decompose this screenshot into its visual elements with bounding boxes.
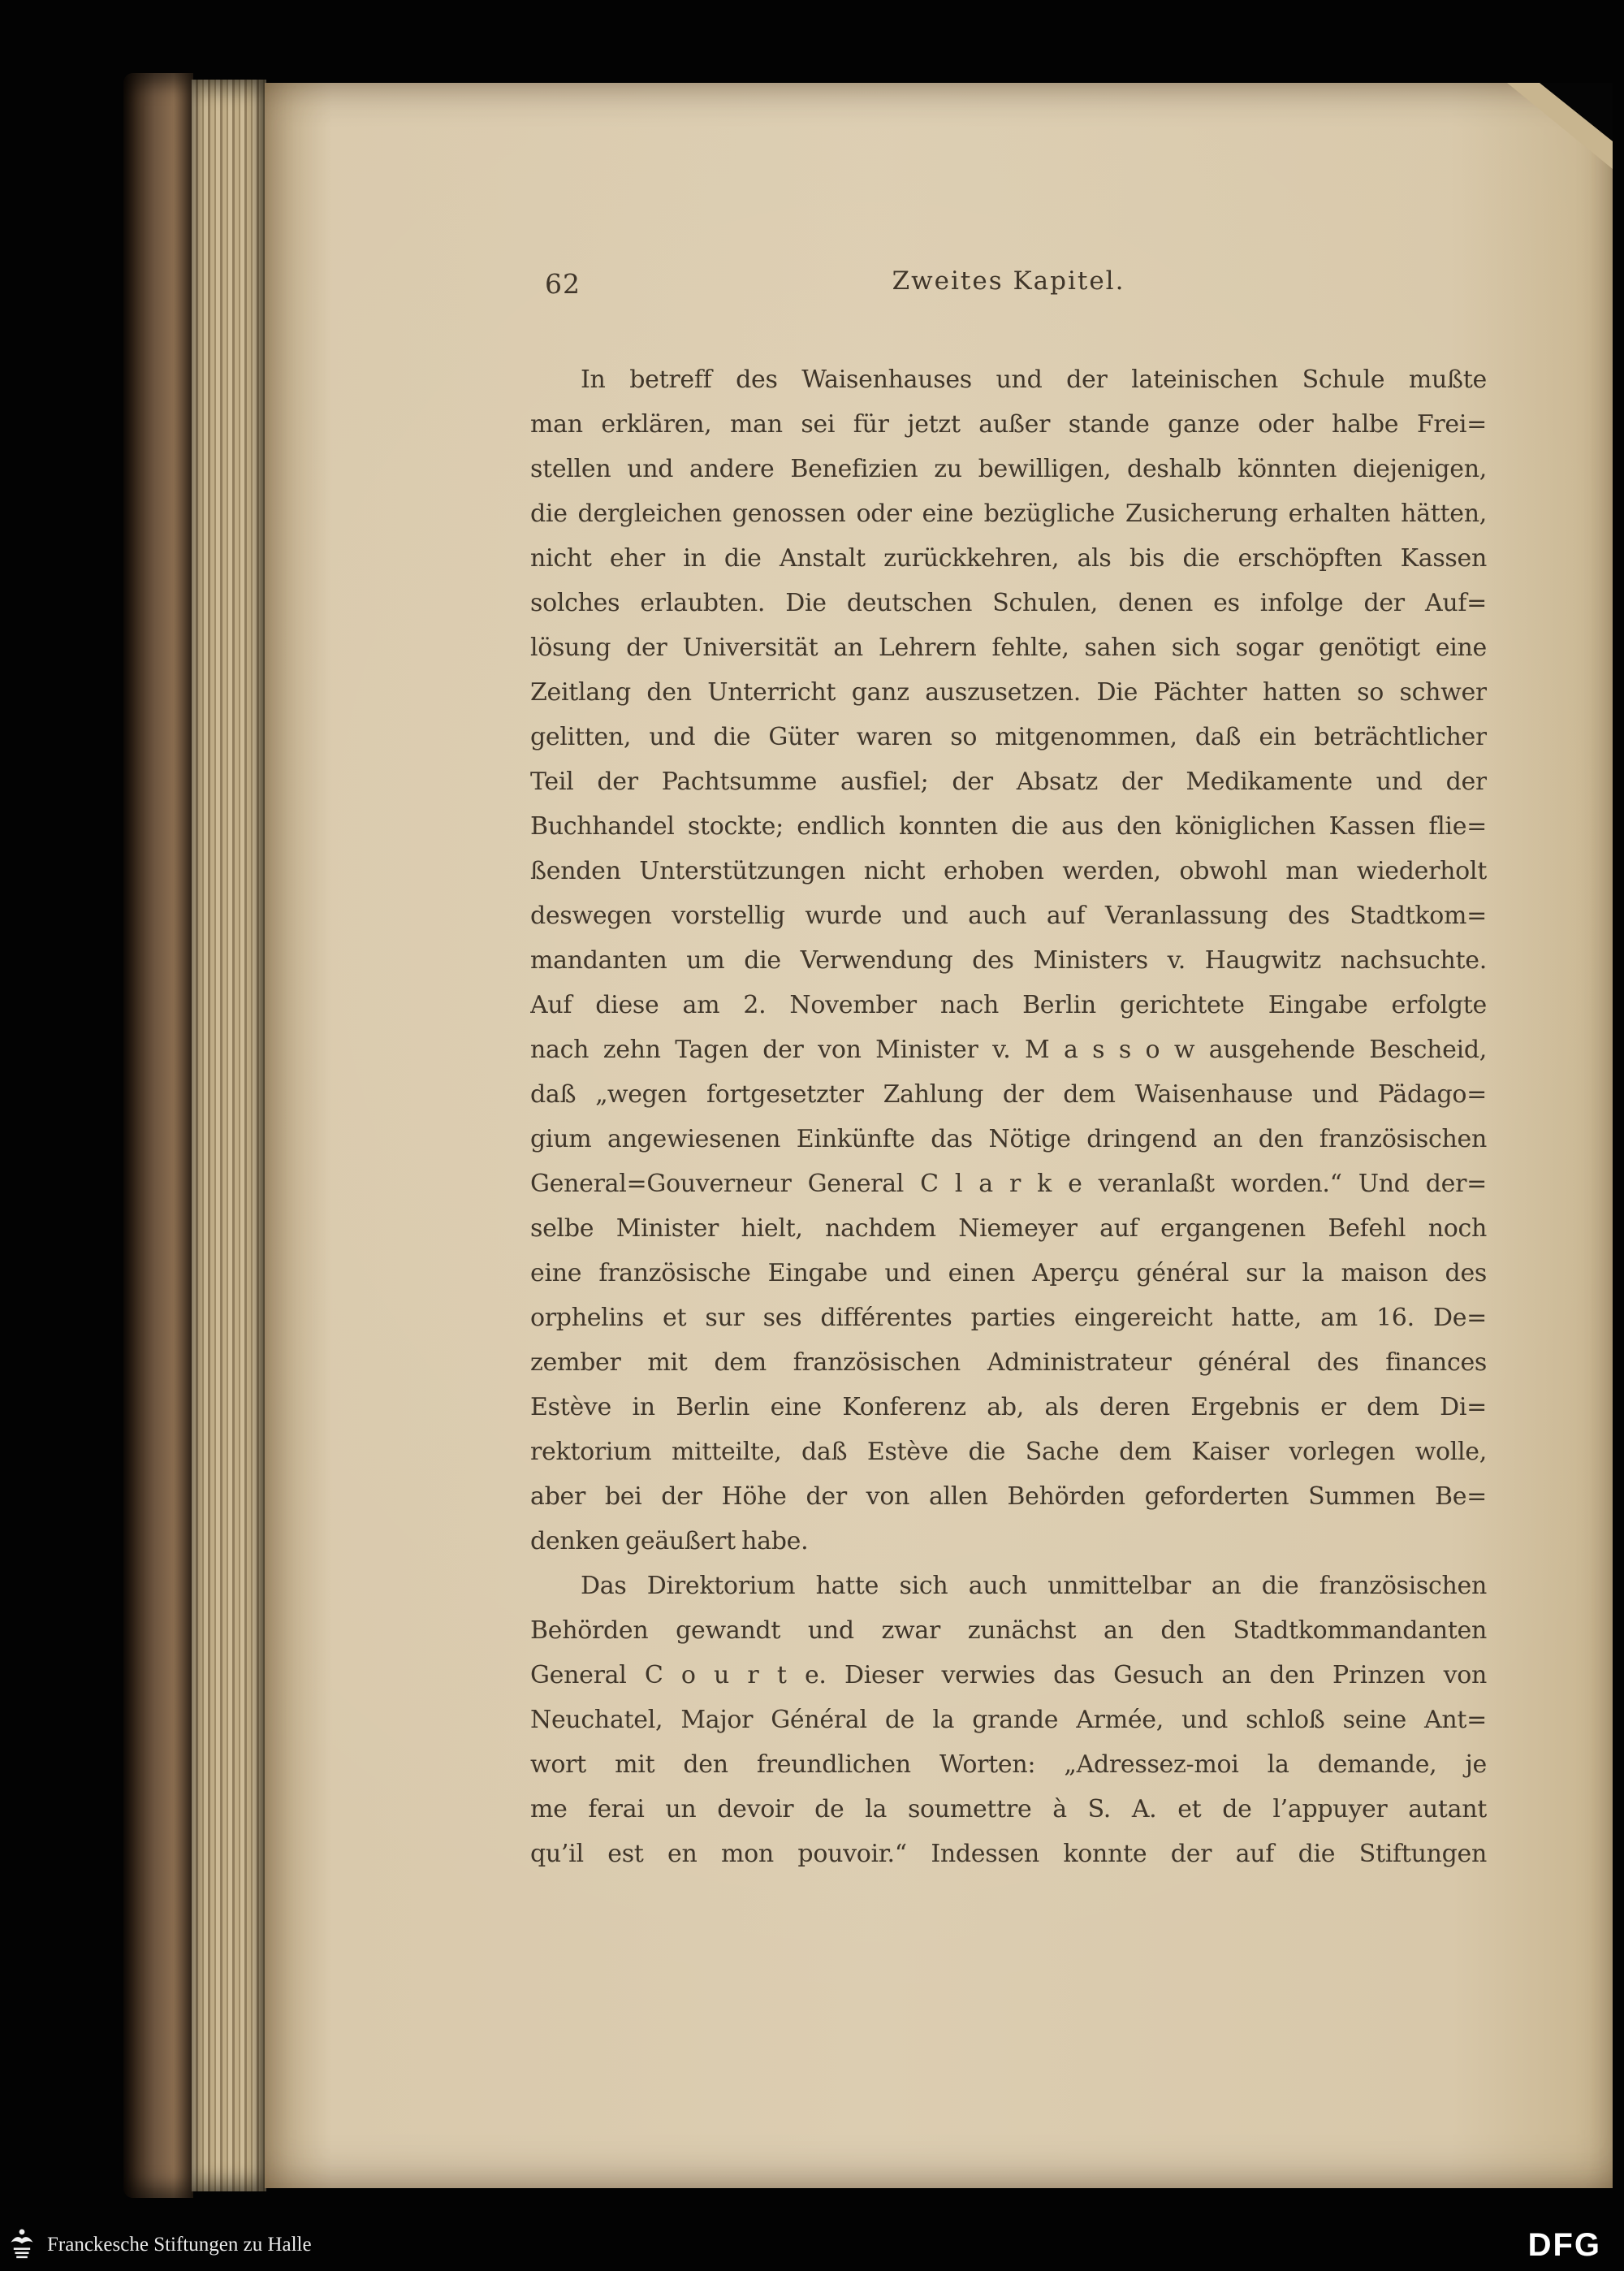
text-line: General=Gouverneur General C l a r k e veranlaßt worden.“ Und der= bbox=[530, 1170, 1487, 1198]
text-line: ßenden Unterstützungen nicht erhoben werden, obwohl man wiederholt bbox=[530, 857, 1487, 885]
text-line: lösung der Universität an Lehrern fehlte, sahen sich sogar genötigt eine bbox=[530, 634, 1487, 662]
text-line: gium angewiesenen Einkünfte das Nötige dringend an den französischen bbox=[530, 1125, 1487, 1153]
page-corner-fold bbox=[1540, 83, 1613, 141]
text-line: Teil der Pachtsumme ausfiel; der Absatz der Medikamente und der bbox=[530, 768, 1487, 796]
text-line: solches erlaubten. Die deutschen Schulen, denen es infolge der Auf= bbox=[530, 589, 1487, 617]
body-text bbox=[530, 357, 1487, 1876]
text-line: stellen und andere Benefizien zu bewilligen, deshalb könnten diejenigen, bbox=[530, 455, 1487, 483]
text-line: qu’il est en mon pouvoir.“ Indessen konnte der auf die Stiftungen bbox=[530, 1840, 1487, 1868]
text-line: orphelins et sur ses différentes parties eingereicht hatte, am 16. De= bbox=[530, 1304, 1487, 1332]
text-line: General C o u r t e. Dieser verwies das Gesuch an den Prinzen von bbox=[530, 1661, 1487, 1689]
text-line: Buchhandel stockte; endlich konnten die aus den königlichen Kassen flie= bbox=[530, 812, 1487, 841]
text-line: eine französische Eingabe und einen Aperçu général sur la maison des bbox=[530, 1259, 1487, 1287]
archive-name: Franckesche Stiftungen zu Halle bbox=[47, 2234, 312, 2256]
running-header bbox=[530, 266, 1487, 307]
text-line: Zeitlang den Unterricht ganz auszusetzen. Die Pächter hatten so schwer bbox=[530, 678, 1487, 707]
text-line: zember mit dem französischen Administrateur général des finances bbox=[530, 1348, 1487, 1377]
text-line: In betreff des Waisenhauses und der lateinischen Schule mußte bbox=[581, 366, 1487, 394]
page-stack-edges bbox=[192, 80, 266, 2191]
text-line: deswegen vorstellig wurde und auch auf Veranlassung des Stadtkom= bbox=[530, 902, 1487, 930]
text-line: wort mit den freundlichen Worten: „Adressez-moi la demande, je bbox=[530, 1750, 1487, 1779]
text-line: mandanten um die Verwendung des Ministers v. Haugwitz nachsuchte. bbox=[530, 946, 1487, 975]
book-cover-edge bbox=[123, 73, 193, 2198]
text-line: nach zehn Tagen der von Minister v. M a s s o w ausgehende Bescheid, bbox=[530, 1036, 1487, 1064]
text-line: nicht eher in die Anstalt zurückkehren, als bis die erschöpften Kassen bbox=[530, 544, 1487, 573]
text-line: selbe Minister hielt, nachdem Niemeyer auf ergangenen Befehl noch bbox=[530, 1214, 1487, 1243]
text-line: man erklären, man sei für jetzt außer stande ganze oder halbe Frei= bbox=[530, 410, 1487, 439]
chapter-heading: Zweites Kapitel. bbox=[892, 266, 1125, 296]
text-line: aber bei der Höhe der von allen Behörden geforderten Summen Be= bbox=[530, 1482, 1487, 1511]
text-line: gelitten, und die Güter waren so mitgenommen, daß ein beträchtlicher bbox=[530, 723, 1487, 751]
text-line: Behörden gewandt und zwar zunächst an den Stadtkommandanten bbox=[530, 1616, 1487, 1645]
text-line: daß „wegen fortgesetzter Zahlung der dem Waisenhause und Pädago= bbox=[530, 1080, 1487, 1109]
text-line: die dergleichen genossen oder eine bezügliche Zusicherung erhalten hätten, bbox=[530, 500, 1487, 528]
book-page bbox=[265, 83, 1613, 2188]
archive-brand bbox=[8, 2226, 312, 2264]
text-line: rektorium mitteilte, daß Estève die Sache dem Kaiser vorlegen wolle, bbox=[530, 1438, 1487, 1466]
text-line: Neuchatel, Major Général de la grande Armée, und schloß seine Ant= bbox=[530, 1706, 1487, 1734]
text-line: me ferai un devoir de la soumettre à S. A. et de l’appuyer autant bbox=[530, 1795, 1487, 1823]
text-line: denken geäußert habe. bbox=[530, 1527, 809, 1555]
text-line: Estève in Berlin eine Konferenz ab, als deren Ergebnis er dem Di= bbox=[530, 1393, 1487, 1421]
dfg-logo: DFG bbox=[1527, 2226, 1601, 2263]
text-line: Das Direktorium hatte sich auch unmittelbar an die französischen bbox=[581, 1572, 1487, 1600]
viewer-footer bbox=[0, 2219, 1624, 2271]
text-line: Auf diese am 2. November nach Berlin gerichtete Eingabe erfolgte bbox=[530, 991, 1487, 1019]
franckesche-stiftungen-logo-icon bbox=[8, 2226, 36, 2264]
page-number: 62 bbox=[545, 268, 581, 300]
